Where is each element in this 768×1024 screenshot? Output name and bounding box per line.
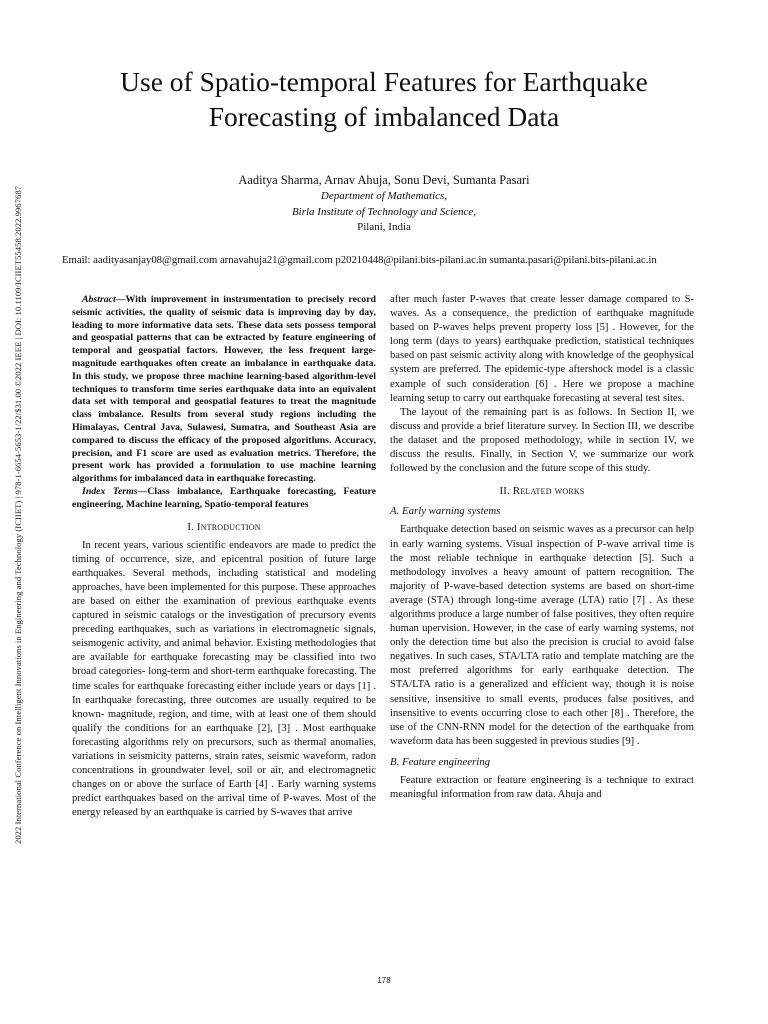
- intro-continuation-paragraph: after much faster P-waves that create lesser damage compared to S-waves. As a consequence, the prediction of earthquake magnitude based on P-waves helps prevent property loss [5] . However, for the long term (days to years) earthquake prediction, statistical techniques based on past seismic activity along with knowledge of the geophysical system are preferred. The epidemic-type aftershock model is a classic example of such consideration [6] . Here we propose a machine learning setup to carry out earthquake forecasting at several test sites.: [390, 294, 694, 404]
- right-column: [390, 293, 694, 802]
- page-number: 178: [377, 976, 391, 985]
- section-heading-introduction: I. Introduction: [187, 520, 261, 533]
- institute: Birla Institute of Technology and Science,: [291, 206, 477, 218]
- section-heading-related-works: II. Related works: [499, 485, 585, 498]
- abstract-label: Abstract: [82, 294, 116, 305]
- conference-sidebar: [8, 120, 28, 910]
- index-terms-label: Index Terms: [82, 485, 138, 497]
- author-list: Aaditya Sharma, Arnav Ahuja, Sonu Devi, Sumanta Pasari: [238, 173, 530, 187]
- location: Pilani, India: [357, 221, 411, 233]
- conference-citation: 2022 International Conference on Intelligent Innovations in Engineering and Technology (ICIIET) | 978-1-6654-5653-1/22/$31.00 ©2022 IEEE | DOI: 10.1109/ICIIET55458.2022.9967687: [13, 185, 23, 845]
- subsection-heading-feature-engineering: B. Feature engineering: [390, 755, 491, 768]
- early-warning-paragraph: Earthquake detection based on seismic waves as a precursor can help in early warning systems. Visual inspection of P-wave arrival time is the most reliable technique in earthquake detection [5]. Such a methodology involves a heavy amount of pattern recognition. The majority of P-wave-based detection systems are based on short-time average (STA) through long-time average (LTA) ratio [7] . As these algorithms produce a large number of false positives, they often require human upervision. However, in the case of early warning systems, not only the detection time but also the precision is crucial to avoid false negatives. In such cases, STA/LTA ratio and template matching are the most preferred algorithms for early earthquake detection. The STA/LTA ratio is a generalized and efficient way, though it is noise sensitive, insensitive to small events, produces false positives, and insensitive to events occurring close to each other [8] . Therefore, the use of the CNN-RNN model for the detection of the earthquake from waveform data has been suggested in previous studies [9] .: [390, 524, 694, 747]
- introduction-paragraph: In recent years, various scientific endeavors are made to predict the timing of occurrence, size, and epicentral position of future large earthquakes. Several methods, including statistical and modeling approaches, have been implemented for this purpose. These approaches are based on either the examination of previous earthquake events captured in seismic catalogs or the investigation of precursory events preceding earthquakes, such as variations in electromagnetic signals, seismogenic activity, and animal behavior. Existing methodologies that are available for earthquake forecasting may be classified into two broad categories- long-term and short-term earthquake forecasting. The time scales for earthquake forecasting either include years or days [1] . In earthquake forecasting, three outcomes are usually required to be known- magnitude, region, and time, with at least one of them should qualify the conditions for an earthquake [2], [3] . Most earthquake forecasting algorithms rely on precursors, such as thermal anomalies, variations in seismicity patterns, strain rates, seismic waveform, radon concentrations in groundwater level, soil or air, and electromagnetic changes on or above the surface of Earth [4] . Early warning systems predict earthquakes based on the arrival time of P-waves. Most of the energy released by an earthquake is carried by S-waves that arrive: [72, 539, 376, 819]
- index-terms: [72, 486, 376, 512]
- feature-engineering-paragraph: Feature extraction or feature engineering is a technique to extract meaningful information from raw data. Ahuja and: [390, 775, 694, 801]
- author-emails: Email: aadityasanjay08@gmail.com arnavahuja21@gmail.com p20210448@pilani.bits-pilani.ac.in sumanta.pasari@pilani.bits-pilani.ac.in: [62, 254, 657, 266]
- layout-paragraph: The layout of the remaining part is as follows. In Section II, we discuss and provide a brief literature survey. In Section III, we describe the dataset and the proposed methodology, while in section IV, we discuss the results. Finally, in Section V, we summarize our work followed by the conclusion and the future scope of this study.: [390, 406, 694, 475]
- paper-title: [60, 64, 708, 134]
- index-terms-text: —Class imbalance, Earthquake forecasting, Feature engineering, Machine learning, Spatio-temporal features: [72, 485, 376, 510]
- title-line-1: Use of Spatio-temporal Features for Earthquake: [120, 66, 648, 97]
- abstract: [72, 294, 376, 486]
- abstract-text: —With improvement in instrumentation to precisely record seismic activities, the quality of seismic data is improving day by day, leading to more informative data sets. These data sets possess temporal and geospatial patterns that can be extracted by feature engineering of temporal and geospatial factors. However, the less frequent large-magnitude earthquakes often create an imbalance in earthquake data. In this study, we propose three machine learning-based algorithm-level techniques to transform time series earthquake data into an equivalent data set with temporal and geospatial features to treat the magnitude class imbalance. Results from several study regions including the Himalayas, Central Java, Sulawesi, Sumatra, and Southeast Asia are compared to discuss the efficacy of the proposed algorithms. Accuracy, precision, and F1 score are used as evaluation metrics. Therefore, the present work has provided a formulation to use machine learning algorithms for imbalanced data in earthquake forecasting.: [72, 294, 376, 485]
- title-line-2: Forecasting of imbalanced Data: [208, 101, 560, 132]
- subsection-heading-early-warning: A. Early warning systems: [390, 505, 501, 518]
- left-column: [72, 294, 376, 821]
- department: Department of Mathematics,: [320, 190, 448, 202]
